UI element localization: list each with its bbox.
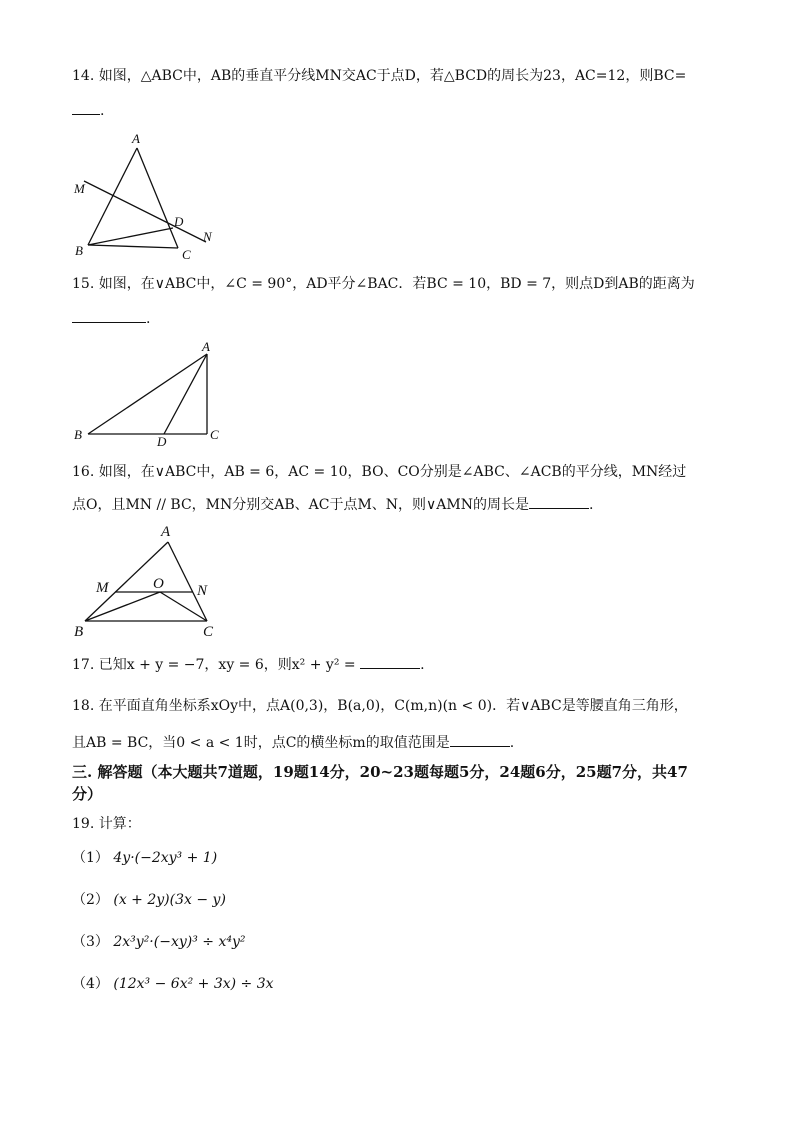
- q15-answer-blank: [72, 308, 146, 323]
- q19-item-expression: (12x³ − 6x² + 3x) ÷ 3x: [113, 976, 274, 992]
- fig14-side-bc: [88, 245, 178, 248]
- q17-number: 17.: [72, 657, 95, 673]
- q19-item-label: （4）: [72, 976, 109, 992]
- q17-line: [72, 654, 425, 675]
- fig14-segment-bd: [88, 228, 173, 245]
- fig16-label-m: M: [96, 580, 109, 596]
- q15-line1: [72, 274, 695, 294]
- q16-line1: [72, 462, 686, 482]
- figure-16-triangle: [70, 520, 230, 644]
- section3-heading-line1: [72, 762, 688, 782]
- fig14-label-c: C: [182, 247, 191, 262]
- fig14-side-ac: [137, 148, 178, 248]
- q16-answer-blank: [529, 494, 589, 509]
- q19-item-label: （1）: [72, 850, 109, 866]
- fig15-side-ab: [88, 354, 207, 434]
- q18-line1: [72, 696, 688, 716]
- q19-item-label: （3）: [72, 934, 109, 950]
- fig14-label-d: D: [174, 214, 184, 229]
- q19-text: 计算：: [98, 816, 141, 832]
- fig16-label-a: A: [161, 524, 171, 540]
- q19-item-label: （2）: [72, 892, 109, 908]
- fig15-label-c: C: [210, 427, 219, 442]
- q15-number: 15.: [72, 276, 95, 292]
- figure-14-triangle: [70, 128, 230, 264]
- q14-text: 如图，△ABC中，AB的垂直平分线MN交AC于点D，若△BCD的周长为23，AC=12，则BC=: [98, 68, 687, 84]
- section3-heading-cont: 分）: [72, 785, 103, 803]
- q17-end: .: [420, 657, 425, 673]
- q19-item-expression: (x + 2y)(3x − y): [113, 892, 226, 908]
- fig15-segment-ad: [164, 354, 207, 434]
- q18-number: 18.: [72, 698, 95, 714]
- section3-heading: 三. 解答题（本大题共7道题，19题14分，20~23题每题5分，24题6分，25题7分，共47: [72, 763, 688, 781]
- q18-end: .: [509, 735, 515, 751]
- q16-line2: [72, 494, 593, 515]
- q14-line1: [72, 66, 686, 86]
- q17-answer-blank: [360, 654, 420, 669]
- q18-text-line2: 且AB = BC，当0 < a < 1时，点C的横坐标m的取值范围是: [72, 735, 450, 751]
- fig14-side-ab: [88, 148, 137, 245]
- q15-line2: [72, 308, 150, 329]
- fig16-label-n: N: [197, 583, 208, 599]
- fig15-label-d: D: [157, 434, 167, 449]
- q16-text-line1: 如图，在∨ABC中，AB = 6，AC = 10，BO、CO分别是∠ABC、∠ACB的平分线，MN经过: [98, 464, 687, 480]
- q14-line2: [72, 100, 104, 121]
- q18-answer-blank: [450, 732, 510, 747]
- fig14-label-a: A: [132, 131, 140, 146]
- q19-number: 19.: [72, 816, 95, 832]
- fig14-line-mn: [84, 181, 206, 242]
- q16-text-line2: 点O，且MN // BC，MN分别交AB、AC于点M、N，则∨AMN的周长是: [72, 497, 529, 513]
- fig16-segment-bo: [85, 592, 160, 621]
- fig14-label-n: N: [203, 229, 212, 244]
- fig16-label-o: O: [153, 576, 164, 592]
- q16-end: .: [589, 497, 594, 513]
- q19-item-expression: 2x³y²·(−xy)³ ÷ x⁴y²: [113, 934, 246, 950]
- fig14-label-b: B: [75, 243, 83, 258]
- fig16-label-b: B: [74, 624, 84, 640]
- q14-answer-blank: [72, 100, 100, 115]
- fig16-label-c: C: [203, 624, 214, 640]
- q16-number: 16.: [72, 464, 95, 480]
- q14-number: 14.: [72, 68, 95, 84]
- fig15-label-a: A: [202, 339, 210, 354]
- q19-line: [72, 814, 141, 834]
- q19-item-expression: 4y·(−2xy³ + 1): [113, 850, 218, 866]
- q19-item-2: [72, 890, 226, 910]
- q15-end: .: [146, 311, 151, 327]
- q19-item-1: [72, 848, 217, 868]
- fig15-label-b: B: [74, 427, 82, 442]
- fig14-label-m: M: [74, 181, 85, 196]
- q17-text: 已知x + y = −7，xy = 6，则x² + y² =: [98, 657, 356, 673]
- q18-line2: [72, 732, 514, 753]
- q15-text: 如图，在∨ABC中，∠C = 90°，AD平分∠BAC．若BC = 10，BD = 7，则点D到AB的距离为: [98, 276, 695, 292]
- q14-end: .: [100, 103, 105, 119]
- q19-item-3: [72, 932, 246, 952]
- figure-15-right-triangle: [68, 338, 228, 450]
- q19-item-4: [72, 974, 274, 994]
- section3-heading-line2: [72, 784, 102, 804]
- q18-text-line1: 在平面直角坐标系xOy中，点A(0,3)，B(a,0)，C(m,n)(n < 0)．若∨ABC是等腰直角三角形，: [98, 698, 688, 714]
